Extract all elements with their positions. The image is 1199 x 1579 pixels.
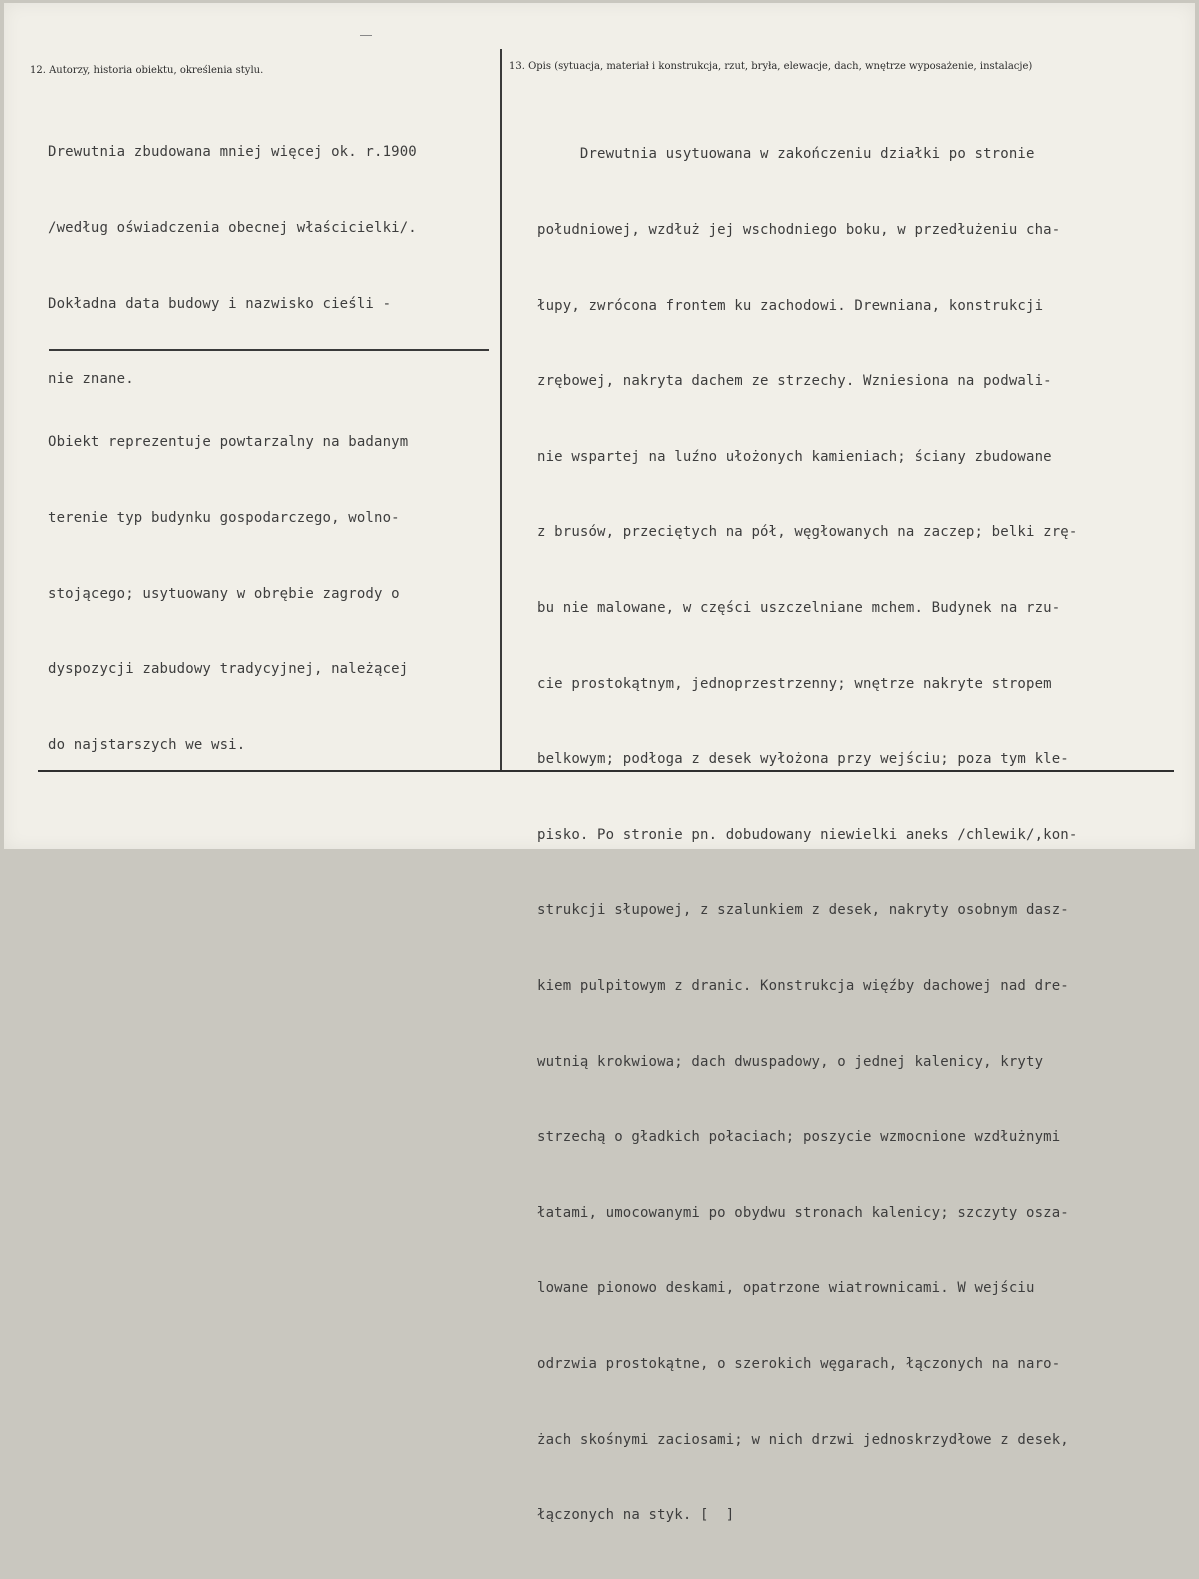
text-line: nie znane.: [48, 371, 134, 388]
section-13-text: [537, 92, 1077, 1579]
section-13-label: 13. Opis (sytuacja, materiał i konstrukcja, rzut, bryła, elewacje, dach, wnętrze wyposażenie, instalacje): [509, 61, 1033, 72]
text-line: dyspozycji zabudowy tradycyjnej, należącej: [48, 661, 409, 678]
text-line: Obiekt reprezentuje powtarzalny na badanym: [48, 434, 409, 451]
top-mark: [360, 35, 372, 36]
text-line: lowane pionowo deskami, opatrzone wiatrownicami. W wejściu: [537, 1280, 1035, 1297]
text-line: belkowym; podłoga z desek wyłożona przy wejściu; poza tym kle-: [537, 751, 1069, 768]
text-line: Drewutnia usytuowana w zakończeniu działki po stronie: [537, 146, 1035, 163]
section-12b-text: [48, 380, 408, 808]
text-line: zrębowej, nakryta dachem ze strzechy. Wzniesiona na podwali-: [537, 373, 1052, 390]
text-line: łatami, umocowanymi po obydwu stronach kalenicy; szczyty osza-: [537, 1204, 1069, 1221]
text-line: łupy, zwrócona frontem ku zachodowi. Drewniana, konstrukcji: [537, 297, 1044, 314]
text-line: stojącego; usytuowany w obrębie zagrody o: [48, 585, 400, 602]
text-line: strzechą o gładkich połaciach; poszycie wzmocnione wzdłużnymi: [537, 1129, 1061, 1146]
text-line: nie wspartej na luźno ułożonych kamieniach; ściany zbudowane: [537, 448, 1052, 465]
text-line: cie prostokątnym, jednoprzestrzenny; wnętrze nakryte stropem: [537, 675, 1052, 692]
text-line: wutnią krokwiowa; dach dwuspadowy, o jednej kalenicy, kryty: [537, 1053, 1044, 1070]
text-line: pisko. Po stronie pn. dobudowany niewielki aneks /chlewik/,kon-: [537, 826, 1078, 843]
text-line: łączonych na styk. [ ]: [537, 1507, 735, 1524]
text-line: bu nie malowane, w części uszczelniane mchem. Budynek na rzu-: [537, 599, 1061, 616]
text-line: kiem pulpitowym z dranic. Konstrukcja więźby dachowej nad dre-: [537, 977, 1069, 994]
text-line: do najstarszych we wsi.: [48, 736, 246, 753]
column-divider: [500, 49, 502, 771]
text-line: Dokładna data budowy i nazwisko cieśli -: [48, 295, 392, 312]
text-line: Drewutnia zbudowana mniej więcej ok. r.1900: [48, 144, 417, 161]
record-card: [4, 3, 1195, 1524]
text-line: terenie typ budynku gospodarczego, wolno-: [48, 510, 400, 526]
text-line: żach skośnymi zaciosami; w nich drzwi jednoskrzydłowe z desek,: [537, 1431, 1069, 1448]
text-line: odrzwia prostokątne, o szerokich węgarach, łączonych na naro-: [537, 1355, 1061, 1372]
text-line: z brusów, przeciętych na pół, węgłowanych na zaczep; belki zrę-: [537, 524, 1078, 541]
section-12-label: 12. Autorzy, historia obiektu, określenia stylu.: [30, 65, 264, 76]
text-line: południowej, wzdłuż jej wschodniego boku, w przedłużeniu cha-: [537, 222, 1061, 238]
text-line: /według oświadczenia obecnej właścicielki/.: [48, 220, 417, 236]
text-line: strukcji słupowej, z szalunkiem z desek, nakryty osobnym dasz-: [537, 902, 1069, 919]
